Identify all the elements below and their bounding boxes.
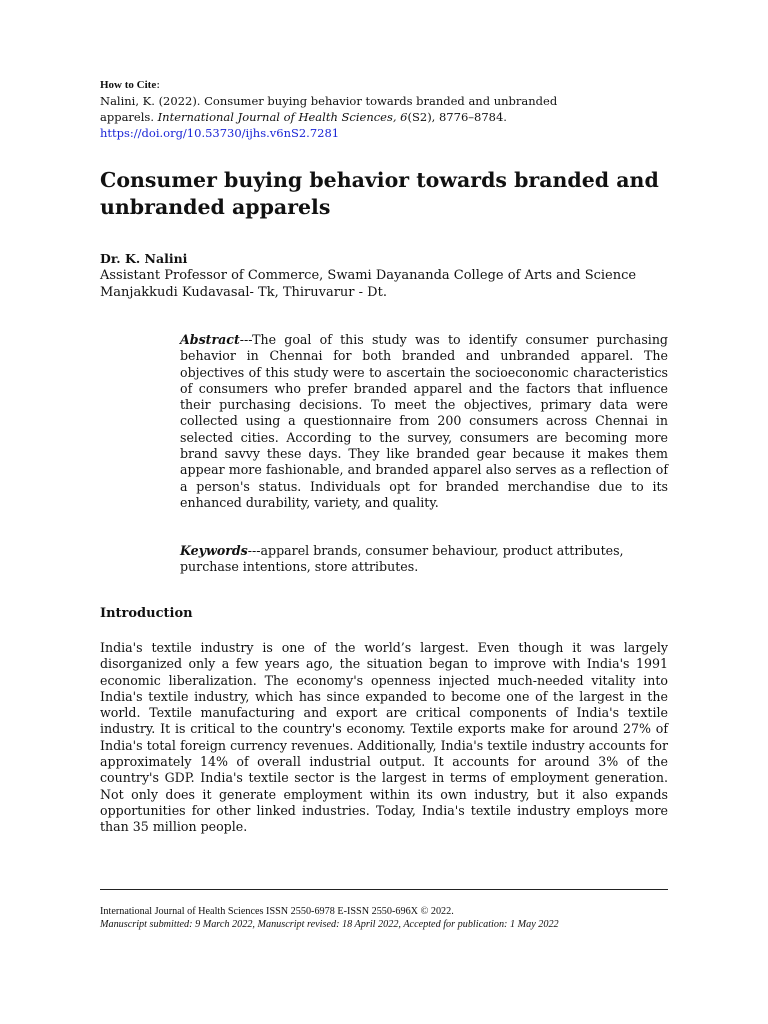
cite-journal: International Journal of Health Sciences, 6 <box>157 110 408 124</box>
abstract-label: Abstract <box>180 332 240 347</box>
author-name: Dr. K. Nalini <box>100 251 188 266</box>
page-footer <box>100 905 700 931</box>
cite-reference-line2 <box>100 109 670 125</box>
footer-divider <box>100 889 668 890</box>
article-title: Consumer buying behavior towards branded and unbranded apparels <box>100 168 659 219</box>
doi-link[interactable]: https://doi.org/10.53730/ijhs.v6nS2.7281 <box>100 126 340 140</box>
cite-heading <box>100 76 670 93</box>
author-affiliation-line2: Manjakkudi Kudavasal- Tk, Thiruvarur - Dt. <box>100 285 387 300</box>
abstract-paragraph <box>180 332 668 511</box>
cite-issue: (S2), 8776–8784. <box>407 110 507 124</box>
how-to-cite-block <box>100 76 670 141</box>
footer-journal-line: International Journal of Health Sciences ISSN 2550-6978 E-ISSN 2550-696X © 2022. <box>100 906 454 917</box>
keywords-paragraph <box>180 543 668 576</box>
introduction-heading: Introduction <box>100 606 193 621</box>
author-affiliation-line1: Assistant Professor of Commerce, Swami Dayananda College of Arts and Science <box>100 268 637 283</box>
introduction-paragraph: India's textile industry is one of the world’s largest. Even though it was largely disorganized only a few years ago, the situation began to improve with India's 1991 economic liberalization. The economy's openness injected much-needed vitality into India's textile industry, which has since expanded to become one of the largest in the world. Textile manufacturing and export are critical components of India's textile industry. It is critical to the country's economy. Textile exports make for around 27% of India's total foreign currency revenues. Additionally, India's textile industry accounts for approximately 14% of overall industrial output. It accounts for around 3% of the country's GDP. India's textile sector is the largest in terms of employment generation. Not only does it generate employment within its own industry, but it also expands opportunities for other linked industries. Today, India's textile industry employs more than 35 million people. <box>100 640 668 835</box>
abstract-text: ---The goal of this study was to identify consumer purchasing behavior in Chennai for both branded and unbranded apparel. The objectives of this study were to ascertain the socioeconomic characteristics of consumers who prefer branded apparel and the factors that influence their purchasing decisions. To meet the objectives, primary data were collected using a questionnaire from 200 consumers across Chennai in selected cities. According to the survey, consumers are becoming more brand savvy these days. They like branded gear because it makes them appear more fashionable, and branded apparel also serves as a reflection of a person's status. Individuals opt for branded merchandise due to its enhanced durability, variety, and quality. <box>180 332 668 510</box>
footer-manuscript-dates: Manuscript submitted: 9 March 2022, Manuscript revised: 18 April 2022, Accepted for publication: 1 May 2022 <box>100 919 559 930</box>
cite-label: How to Cite <box>100 79 157 91</box>
cite-prefix: apparels. <box>100 110 158 124</box>
author-block <box>100 250 700 301</box>
cite-colon: : <box>156 77 161 91</box>
cite-reference-line1: Nalini, K. (2022). Consumer buying behavior towards branded and unbranded <box>100 94 558 108</box>
keywords-text: ---apparel brands, consumer behaviour, product attributes, purchase intentions, store attributes. <box>180 543 624 575</box>
keywords-label: Keywords <box>180 543 248 558</box>
